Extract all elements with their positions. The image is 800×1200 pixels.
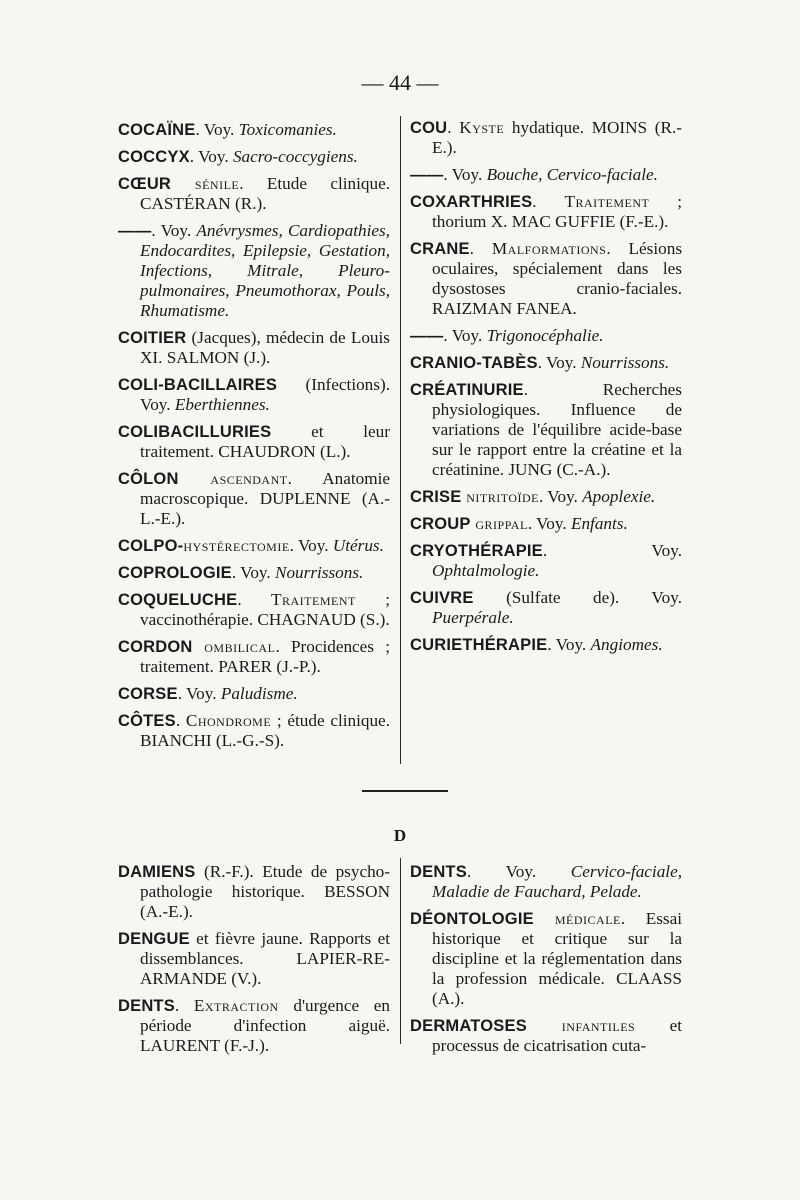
entry-reference: Bouche, Cervico-faciale.: [486, 165, 658, 184]
entry-text: Traitement: [271, 590, 356, 609]
entry-text: Malformations: [491, 239, 607, 258]
entry-headword: COCAÏNE: [118, 121, 196, 139]
entry-headword: CŒUR: [118, 175, 172, 193]
entry-text: Chondrome: [185, 711, 272, 730]
entry-reference: Paludisme.: [220, 684, 298, 703]
index-entry: [410, 862, 682, 902]
entry-headword: CROUP: [410, 515, 471, 533]
entry-text: .: [175, 711, 186, 730]
entry-text: . Procidences ; traitement. PARER (J.-P.).: [140, 637, 390, 676]
entry-headword: COPROLOGIE: [118, 564, 232, 582]
entry-text: et leur traitement. CHAUDRON (L.).: [140, 422, 390, 461]
entry-reference: Eberthiennes.: [174, 395, 270, 414]
entry-headword: CRYOTHÉRAPIE: [410, 542, 543, 560]
entry-headword: CUIVRE: [410, 589, 474, 607]
entry-text: .: [237, 590, 272, 609]
entry-text: .: [447, 118, 460, 137]
entry-text: . Voy.: [151, 221, 197, 240]
entry-headword: DAMIENS: [118, 863, 196, 881]
index-column-left: [118, 120, 390, 758]
entry-text: Kyste: [459, 118, 505, 137]
entry-headword: COLPO-: [118, 537, 184, 555]
index-entry: [118, 221, 390, 321]
entry-text: hystérectomie: [183, 536, 290, 555]
index-entry: [118, 563, 390, 583]
index-entry: [410, 380, 682, 480]
index-entry: [410, 239, 682, 319]
entry-text: .: [469, 239, 492, 258]
entry-headword: CÔTES: [118, 712, 176, 730]
entry-text: d'urgence en période d'infection aiguë. LAURENT (F.-J.).: [140, 996, 390, 1055]
index-entry: [410, 514, 682, 534]
entry-text: . Lésions oculaires, spécialement dans les dysostoses cranio-faciales. RAIZMAN FANEA.: [432, 239, 683, 318]
entry-text: . Voy.: [466, 862, 571, 881]
entry-text: et processus de cicatrisation cuta-: [432, 1016, 682, 1055]
entry-headword: CRÉATINURIE: [410, 381, 524, 399]
index-entry: [410, 909, 682, 1009]
entry-reference: Toxicomanies.: [238, 120, 337, 139]
index-column-d-right: [410, 862, 682, 1063]
entry-text: hydatique. MOINS (R.-E.).: [432, 118, 683, 157]
entry-reference: Utérus.: [332, 536, 384, 555]
entry-headword: ——: [118, 222, 152, 240]
entry-text: ; étude clinique. BIANCHI (L.-G.-S).: [140, 711, 390, 750]
entry-text: médicale: [533, 909, 621, 928]
entry-headword: COQUELUCHE: [118, 591, 238, 609]
entry-reference: Enfants.: [570, 514, 628, 533]
index-entry: [118, 637, 390, 677]
entry-headword: DENGUE: [118, 930, 190, 948]
entry-headword: COU: [410, 119, 448, 137]
entry-text: . Voy.: [527, 514, 571, 533]
entry-text: . Recherches physiologiques. Influence de variations de l'équilibre acide-base sur le rapport entre la créatine et la créatinine. JUNG (C.-A.).: [432, 380, 682, 479]
entry-headword: CURIETHÉRAPIE: [410, 636, 548, 654]
entry-text: . Voy.: [231, 563, 275, 582]
entry-reference: Anévrysmes, Cardiopathies, Endocardites, Epilepsie, Gestation, Infections, Mitrale, Pleuro-pulmonaires, Pneumothorax, Pouls, Rhumatisme.: [140, 221, 390, 320]
entry-headword: COLIBACILLURIES: [118, 423, 272, 441]
entry-headword: CORSE: [118, 685, 178, 703]
index-entry: [118, 375, 390, 415]
entry-headword: CORDON: [118, 638, 193, 656]
index-entry: [118, 590, 390, 630]
index-entry: [118, 328, 390, 368]
index-entry: [410, 588, 682, 628]
index-entry: [118, 536, 390, 556]
entry-text: ascendant: [178, 469, 288, 488]
index-entry: [118, 120, 390, 140]
entry-text: ; vaccinothérapie. CHAGNAUD (S.).: [140, 590, 390, 629]
index-entry: [118, 469, 390, 529]
entry-text: ombilical: [192, 637, 276, 656]
index-column-right: [410, 118, 682, 662]
index-entry: [118, 711, 390, 751]
entry-reference: Sacro-coccygiens.: [232, 147, 358, 166]
entry-reference: Nourrissons.: [275, 563, 364, 582]
entry-text: . Voy.: [443, 165, 487, 184]
entry-text: . Voy.: [177, 684, 221, 703]
index-entry: [410, 118, 682, 158]
entry-headword: DENTS: [118, 997, 175, 1015]
entry-headword: DÉONTOLOGIE: [410, 910, 534, 928]
entry-text: . Voy.: [537, 353, 581, 372]
entry-text: grippal: [470, 514, 528, 533]
entry-text: infantiles: [526, 1016, 636, 1035]
entry-text: . Voy.: [289, 536, 333, 555]
entry-reference: Nourrissons.: [580, 353, 670, 372]
index-entry: [410, 326, 682, 346]
entry-headword: DENTS: [410, 863, 467, 881]
index-entry: [410, 635, 682, 655]
entry-text: (R.-F.). Etude de psycho-pathologie historique. BESSON (A.-E.).: [140, 862, 390, 921]
index-entry: [118, 996, 390, 1056]
entry-text: et fièvre jaune. Rapports et dissemblances. LAPIER-RE-ARMANDE (V.).: [140, 929, 390, 988]
index-entry: [410, 1016, 682, 1056]
index-entry: [118, 174, 390, 214]
entry-headword: COLI-BACILLAIRES: [118, 376, 278, 394]
entry-reference: Ophtalmologie.: [432, 561, 540, 580]
entry-reference: Cervico-faciale, Maladie de Fauchard, Pelade.: [432, 862, 682, 901]
entry-text: . Voy.: [539, 487, 583, 506]
entry-text: (Jacques), médecin de Louis XI. SALMON (J.).: [140, 328, 390, 367]
entry-headword: CÔLON: [118, 470, 179, 488]
section-letter: D: [393, 826, 407, 845]
entry-text: . Voy.: [542, 541, 682, 560]
index-entry: [118, 929, 390, 989]
index-entry: [118, 147, 390, 167]
index-entry: [410, 192, 682, 232]
entry-text: . Essai historique et critique sur la discipline et la réglementation dans la profession médicale. CLAASS (A.).: [432, 909, 682, 1008]
entry-text: . Voy.: [443, 326, 487, 345]
index-entry: [118, 862, 390, 922]
entry-text: (Infections). Voy.: [140, 375, 390, 414]
entry-reference: Puerpérale.: [432, 608, 514, 627]
entry-text: Extraction: [193, 996, 279, 1015]
entry-text: nitritoïde: [461, 487, 539, 506]
entry-text: ; thorium X. MAC GUFFIE (F.-E.).: [432, 192, 683, 231]
entry-headword: CRISE: [410, 488, 462, 506]
index-entry: [410, 165, 682, 185]
section-divider: [362, 790, 448, 792]
entry-reference: Angiomes.: [590, 635, 663, 654]
column-divider: [400, 116, 401, 764]
entry-text: .: [174, 996, 194, 1015]
entry-text: Traitement: [564, 192, 650, 211]
entry-headword: ——: [410, 166, 444, 184]
entry-headword: CRANIO-TABÈS: [410, 354, 538, 372]
entry-reference: Trigonocéphalie.: [486, 326, 604, 345]
entry-text: .: [532, 192, 565, 211]
entry-headword: ——: [410, 327, 444, 345]
entry-text: . Voy.: [547, 635, 591, 654]
entry-headword: CRANE: [410, 240, 470, 258]
entry-text: sénile: [171, 174, 240, 193]
entry-headword: COXARTHRIES: [410, 193, 533, 211]
entry-headword: DERMATOSES: [410, 1017, 527, 1035]
entry-text: . Voy.: [189, 147, 233, 166]
entry-text: . Voy.: [195, 120, 239, 139]
entry-text: . Anatomie macroscopique. DUPLENNE (A.-L.-E.).: [140, 469, 391, 528]
index-entry: [118, 684, 390, 704]
column-divider: [400, 858, 401, 1044]
entry-reference: Apoplexie.: [582, 487, 656, 506]
index-entry: [410, 353, 682, 373]
entry-text: (Sulfate de). Voy.: [473, 588, 682, 607]
index-entry: [118, 422, 390, 462]
index-column-d-left: [118, 862, 390, 1063]
index-entry: [410, 487, 682, 507]
page-number: — 44 —: [361, 70, 439, 95]
entry-headword: COITIER: [118, 329, 187, 347]
entry-headword: COCCYX: [118, 148, 190, 166]
entry-text: . Etude clinique. CASTÉRAN (R.).: [140, 174, 390, 213]
index-entry: [410, 541, 682, 581]
